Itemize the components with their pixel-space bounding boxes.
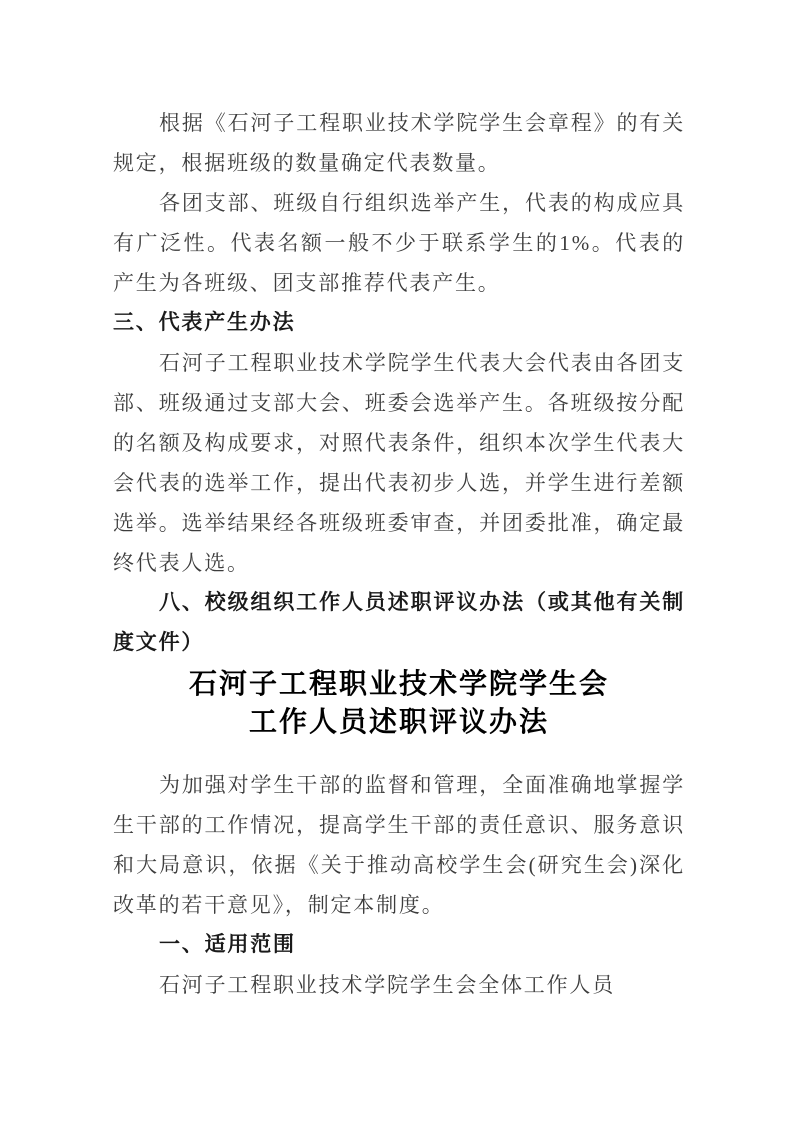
heading-section-eight: 八、校级组织工作人员述职评议办法（或其他有关制度文件） xyxy=(113,591,685,654)
paragraph-purpose: 为加强对学生干部的监督和管理，全面准确地掌握学生干部的工作情况，提高学生干部的责任意识、服务意识和大局意识，依据《关于推动高校学生会(研究生会)深化改革的若干意见》，制定本制度。 xyxy=(113,773,685,917)
document-title xyxy=(113,666,685,742)
document-content xyxy=(113,0,685,1005)
document-title-line1: 石河子工程职业技术学院学生会 xyxy=(188,669,609,700)
document-title-line2: 工作人员述职评议办法 xyxy=(248,707,549,738)
heading-section-three: 三、代表产生办法 xyxy=(113,311,296,334)
paragraph-charter-basis: 根据《石河子工程职业技术学院学生会章程》的有关规定，根据班级的数量确定代表数量。 xyxy=(113,111,685,175)
paragraph-representative-composition: 各团支部、班级自行组织选举产生，代表的构成应具有广泛性。代表名额一般不少于联系学生的1%。代表的产生为各班级、团支部推荐代表产生。 xyxy=(113,191,685,295)
paragraph-election-procedure: 石河子工程职业技术学院学生代表大会代表由各团支部、班级通过支部大会、班委会选举产生。各班级按分配的名额及构成要求，对照代表条件，组织本次学生代表大会代表的选举工作，提出代表初步人选，并学生进行差额选举。选举结果经各班级班委审查，并团委批准，确定最终代表人选。 xyxy=(113,351,685,575)
paragraph-scope: 石河子工程职业技术学院学生会全体工作人员 xyxy=(159,973,615,997)
heading-section-one: 一、适用范围 xyxy=(159,933,296,956)
